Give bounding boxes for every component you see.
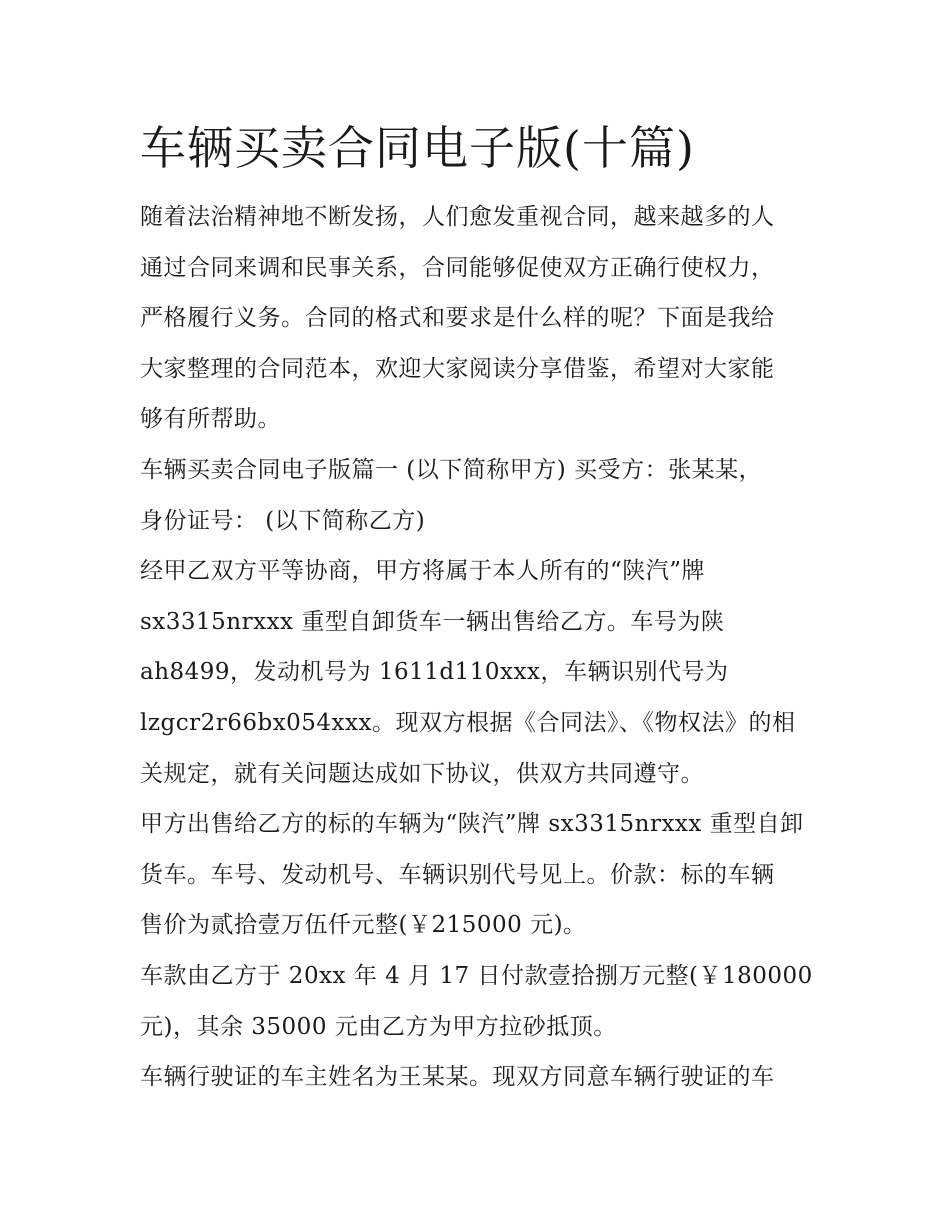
text-line: 车辆买卖合同电子版篇一 (以下简称甲方) 买受方：张某某， xyxy=(140,456,763,483)
text-line: lzgcr2r66bx054xxx。现双方根据《合同法》、《物权法》的相 xyxy=(140,709,796,736)
text-line: 车辆行驶证的车主姓名为王某某。现双方同意车辆行驶证的车 xyxy=(140,1064,775,1091)
text-line: 身份证号： (以下简称乙方) xyxy=(140,507,426,534)
payment-paragraph xyxy=(140,951,820,1052)
text-line: ah8499，发动机号为 1611d110xxx，车辆识别代号为 xyxy=(140,659,729,686)
document-title: 车辆买卖合同电子版(十篇) xyxy=(140,121,695,175)
price-paragraph xyxy=(140,799,820,951)
text-line: 够有所帮助。 xyxy=(140,406,281,433)
registration-paragraph xyxy=(140,1052,820,1103)
text-line: 大家整理的合同范本，欢迎大家阅读分享借鉴，希望对大家能 xyxy=(140,355,775,382)
text-line: sx3315nrxxx 重型自卸货车一辆出售给乙方。车号为陕 xyxy=(140,608,725,635)
vehicle-info-paragraph xyxy=(140,546,820,799)
document-body xyxy=(140,112,820,1103)
text-line: 随着法治精神地不断发扬，人们愈发重视合同，越来越多的人 xyxy=(140,204,775,230)
text-line: 关规定，就有关问题达成如下协议，供双方共同遵守。 xyxy=(140,760,704,787)
text-line: 严格履行义务。合同的格式和要求是什么样的呢？下面是我给 xyxy=(140,305,775,332)
text-line: 元)，其余 35000 元由乙方为甲方拉砂抵顶。 xyxy=(140,1013,617,1040)
text-line: 通过合同来调和民事关系，合同能够促使双方正确行使权力， xyxy=(140,254,775,281)
intro-paragraph xyxy=(140,192,820,445)
text-line: 车款由乙方于 20xx 年 4 月 17 日付款壹拾捌万元整(￥180000 xyxy=(140,962,813,989)
parties-paragraph xyxy=(140,445,820,546)
text-line: 经甲乙双方平等协商，甲方将属于本人所有的“陕汽”牌 xyxy=(140,558,706,585)
text-line: 货车。车号、发动机号、车辆识别代号见上。价款：标的车辆 xyxy=(140,861,775,888)
text-line: 售价为贰拾壹万伍仟元整(￥215000 元)。 xyxy=(140,912,587,939)
text-line: 甲方出售给乙方的标的车辆为“陕汽”牌 sx3315nrxxx 重型自卸 xyxy=(140,811,804,838)
